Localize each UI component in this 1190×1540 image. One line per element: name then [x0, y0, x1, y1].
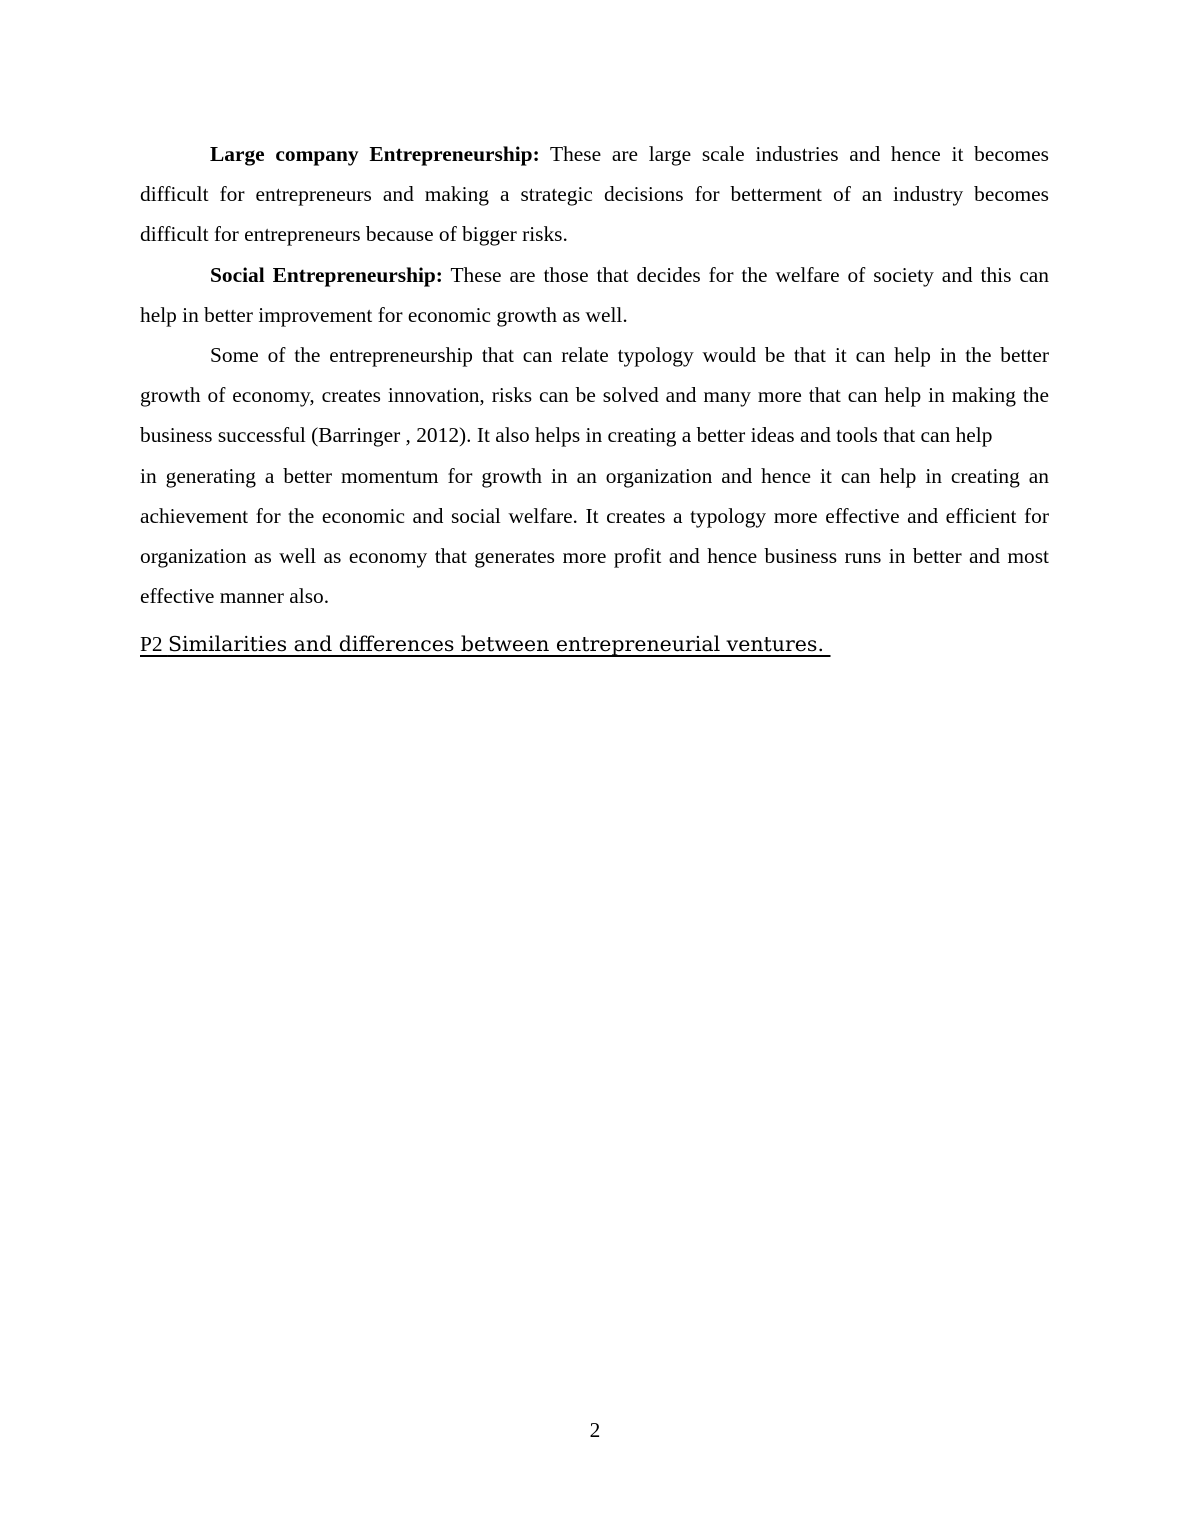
section-heading-text: Similarities and differences between entrepreneurial ventures. [167, 632, 831, 657]
paragraph-text: These are those that decides for the welfare of society and this can help in better improvement for economic growth as well. [140, 262, 1049, 327]
paragraph-large-company [140, 134, 1049, 255]
page-number: 2 [589, 1418, 601, 1442]
paragraph-lead: Social Entrepreneurship: [210, 262, 443, 287]
section-heading-prefix: P2 [140, 632, 168, 657]
document-body [140, 134, 1049, 664]
paragraph-social [140, 255, 1049, 335]
paragraph-text: Some of the entrepreneurship that can relate typology would be that it can help in the better growth of economy, creates innovation, risks can be solved and many more that can help in making the business successful (Barringer , 2012). It also helps in creating a better ideas and tools that can help [140, 343, 1049, 448]
paragraph-lead: Large company Entrepreneurship: [210, 142, 540, 166]
section-heading [140, 624, 1049, 664]
paragraph-momentum [140, 456, 1049, 617]
paragraph-typology [140, 335, 1049, 456]
paragraph-text: These are large scale industries and hence it becomes difficult for entrepreneurs and making a strategic decisions for betterment of an industry becomes difficult for entrepreneurs because of bigger risks. [140, 142, 1049, 247]
paragraph-text: in generating a better momentum for growth in an organization and hence it can help in creating an achievement for the economic and social welfare. It creates a typology more effective and efficient for organization as well as economy that generates more profit and hence business runs in better and most effective manner also. [140, 463, 1049, 609]
